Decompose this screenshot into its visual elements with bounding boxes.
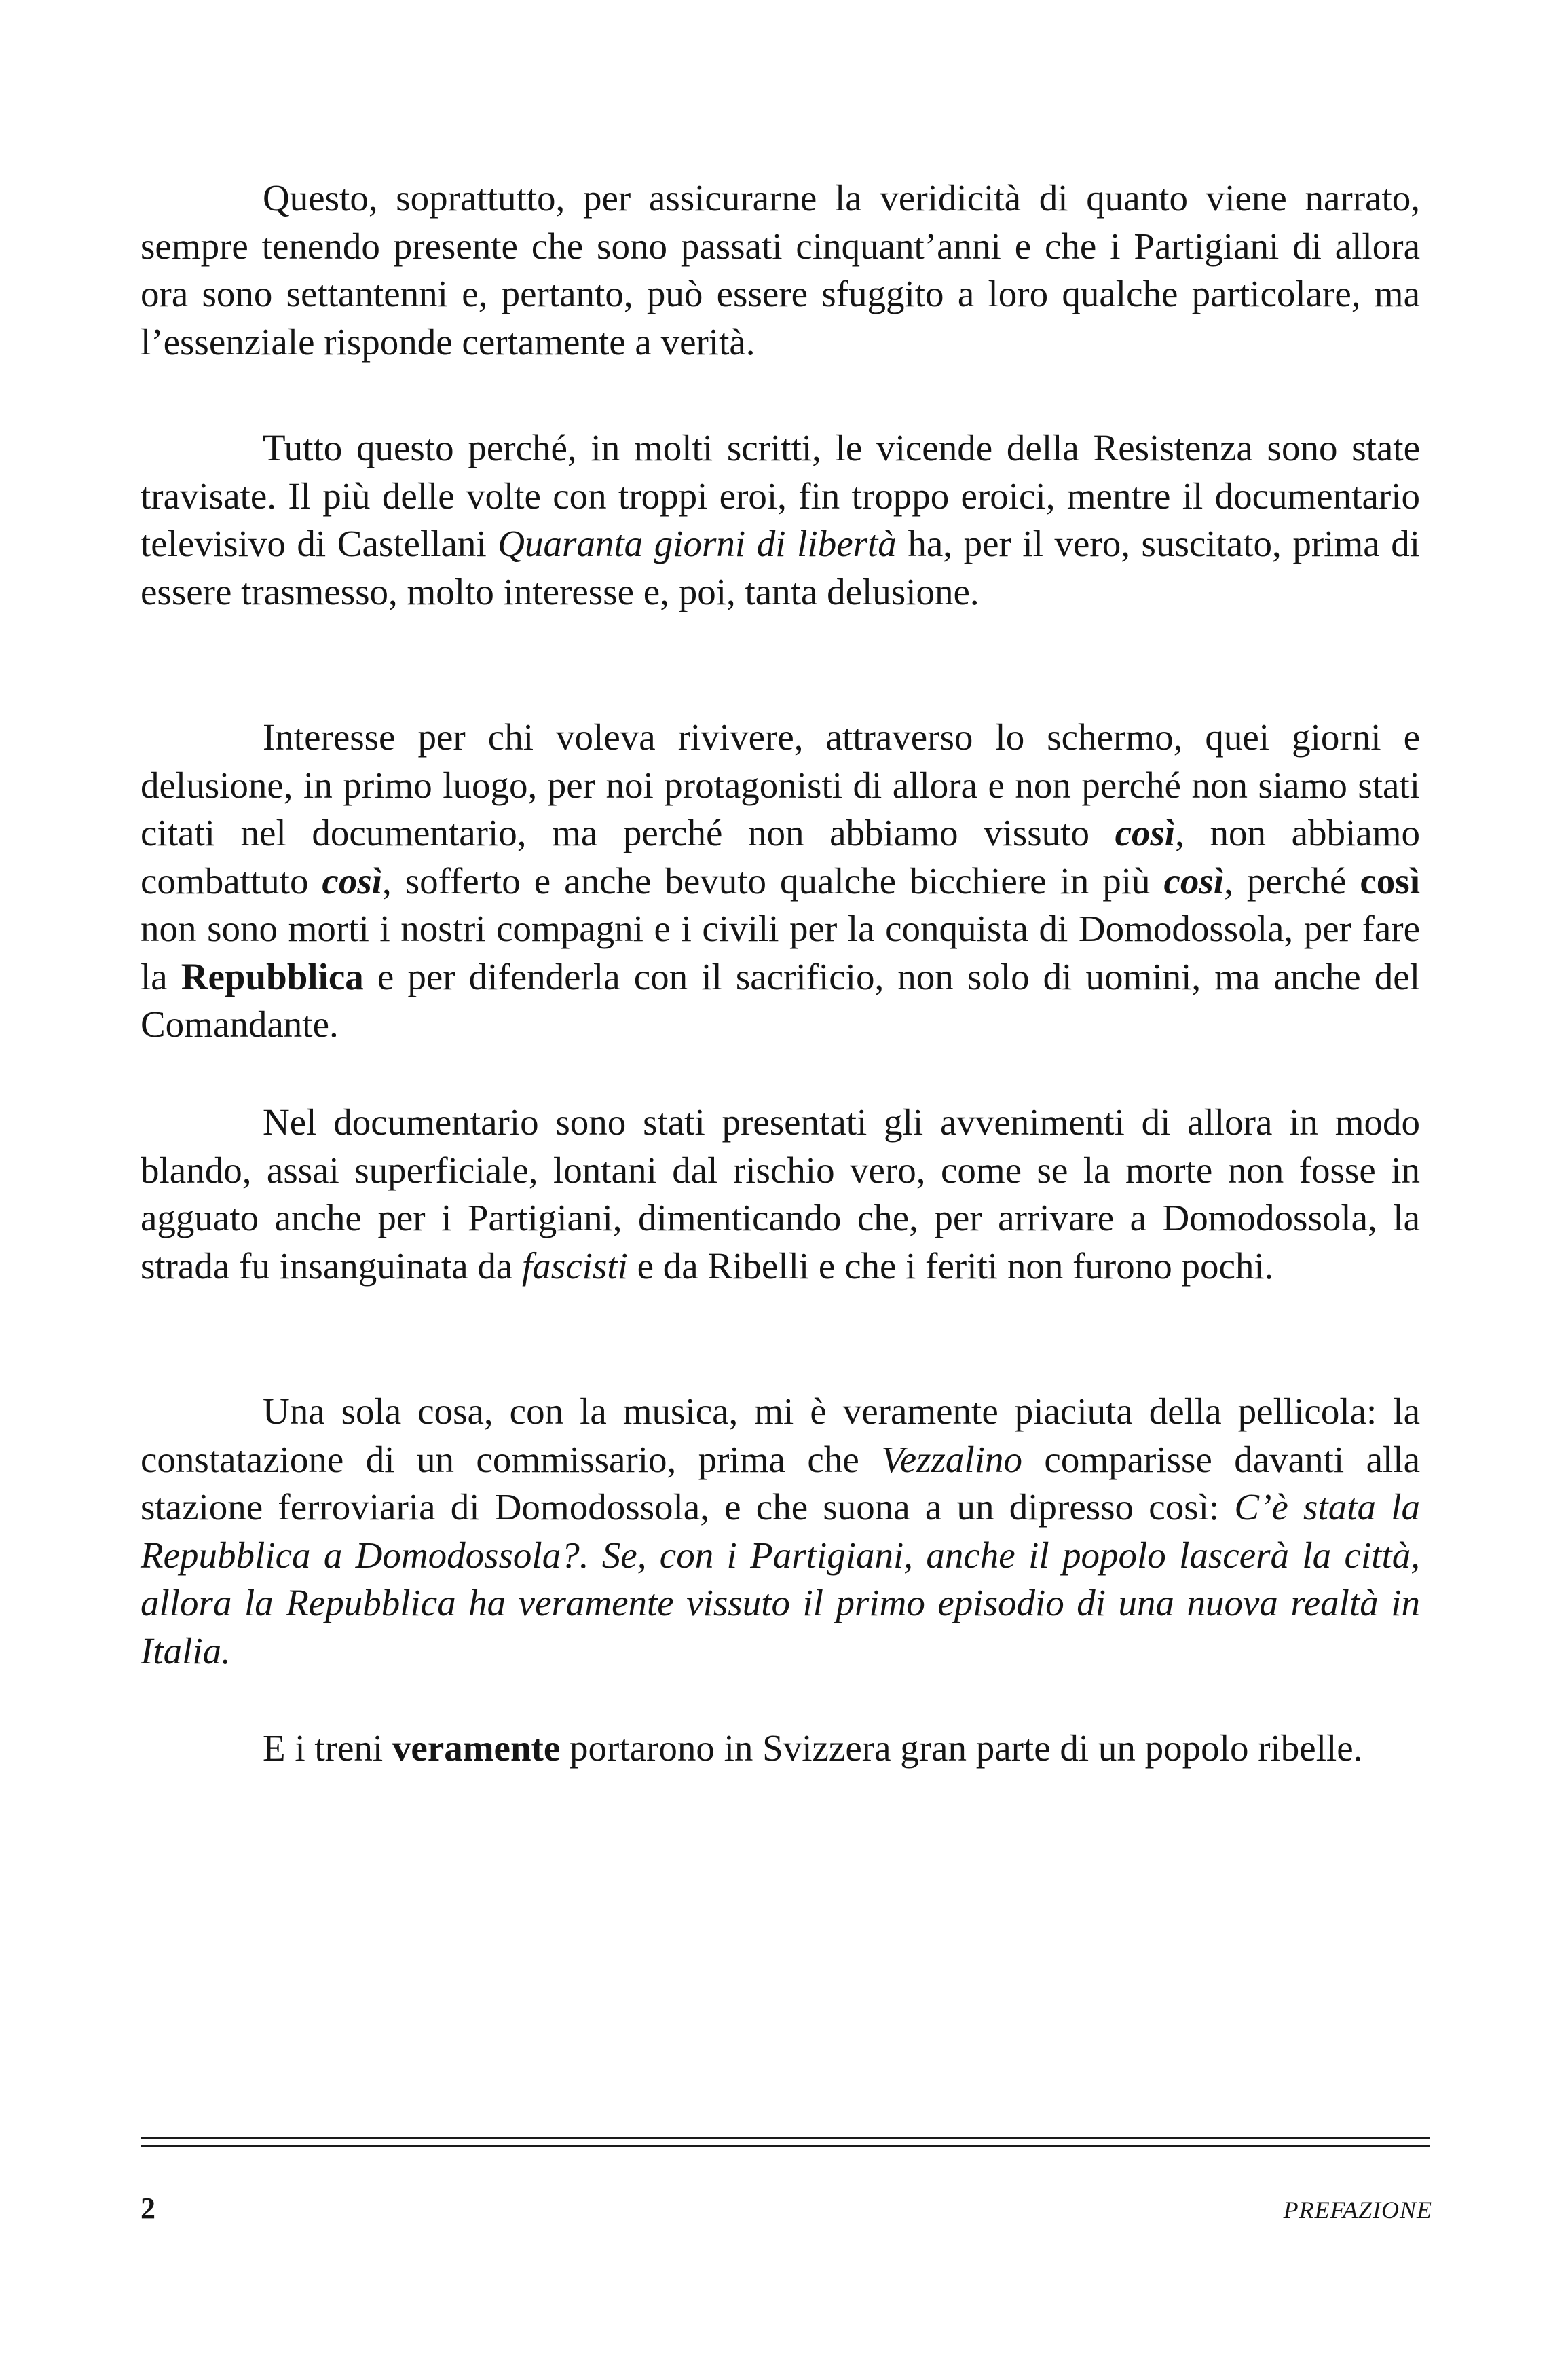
text-run: , sofferto e anche bevuto qualche bicchiere in più [382, 860, 1164, 902]
text-run: Interesse per chi voleva rivivere, attraverso lo schermo, quei giorni e delusione, in primo luogo, per noi protagonisti di allora e non perché non siamo stati citati nel documentario, ma perché non abbiamo vissuto [141, 716, 1420, 853]
footer-rule-bottom [141, 2145, 1430, 2147]
paragraph-3 [141, 714, 1420, 1049]
text-run: portarono in Svizzera gran parte di un popolo ribelle. [560, 1727, 1363, 1769]
text-run: Questo, soprattutto, per assicurarne la veridicità di quanto viene narrato, sempre tenendo presente che sono passati cinquant’anni e che i Partigiani di allora ora sono settantenni e, pertanto, può essere sfuggito a loro qualche particolare, ma l’essenziale risponde certamente a verità. [141, 177, 1420, 363]
text-run: ha, per il vero, suscitato, prima di essere trasmesso, molto interesse e, poi, tanta delusione. [141, 523, 1420, 612]
documentary-title: Quaranta giorni di libertà [498, 523, 897, 564]
text-run: e per difenderla con il sacrificio, non solo di uomini, ma anche del Comandante. [141, 955, 1421, 1045]
text-run: , non abbiamo combattuto [141, 812, 1421, 902]
paragraph-4 [141, 1099, 1420, 1290]
emphasis-bold: così [1360, 860, 1420, 902]
emphasis-bold: veramente [392, 1727, 561, 1769]
quotation-italic: C’è stata la Repubblica a Domodossola?. Se, con i Partigiani, anche il popolo lascerà la città, allora la Repubblica ha veramente vissuto il primo episodio di una nuova realtà in Italia. [141, 1486, 1420, 1672]
text-run: e da Ribelli e che i feriti non furono pochi. [627, 1245, 1274, 1287]
text-run: Nel documentario sono stati presentati gli avvenimenti di allora in modo blando, assai superficiale, lontani dal rischio vero, come se la morte non fosse in agguato anche per i Partigiani, dimenticando che, per arrivare a Domodossola, la strada fu insanguinata da [141, 1101, 1420, 1287]
emphasis-bold-italic: così [1163, 860, 1225, 902]
paragraph-1 [141, 174, 1420, 366]
paragraph-2 [141, 424, 1420, 616]
page-number: 2 [141, 2192, 155, 2225]
text-run: Tutto questo perché, in molti scritti, le vicende della Resistenza sono state travisate. Il più delle volte con troppi eroi, fin troppo eroici, mentre il documentario televisivo di Castellani [141, 427, 1420, 564]
text-run: comparisse davanti alla stazione ferroviaria di Domodossola, e che suona a un dipresso così: [141, 1438, 1420, 1528]
emphasis-italic: Vezzalino [881, 1438, 1022, 1480]
text-run: non sono morti i nostri compagni e i civili per la conquista di Domodossola, per fare la [141, 908, 1420, 997]
paragraph-5 [141, 1388, 1420, 1675]
emphasis-italic: fascisti [522, 1245, 628, 1287]
emphasis-bold: Repubblica [181, 955, 364, 997]
running-footer-section: PREFAZIONE [1283, 2196, 1432, 2224]
text-run: E i treni [263, 1727, 392, 1769]
paragraph-6 [141, 1725, 1420, 1773]
emphasis-bold-italic: così [1115, 812, 1176, 853]
emphasis-bold-italic: così [322, 860, 383, 902]
text-run: , perché [1224, 860, 1360, 902]
text-run: Una sola cosa, con la musica, mi è veramente piaciuta della pellicola: la constatazione di un commissario, prima che [141, 1390, 1420, 1480]
footer-rule-top [141, 2137, 1430, 2139]
